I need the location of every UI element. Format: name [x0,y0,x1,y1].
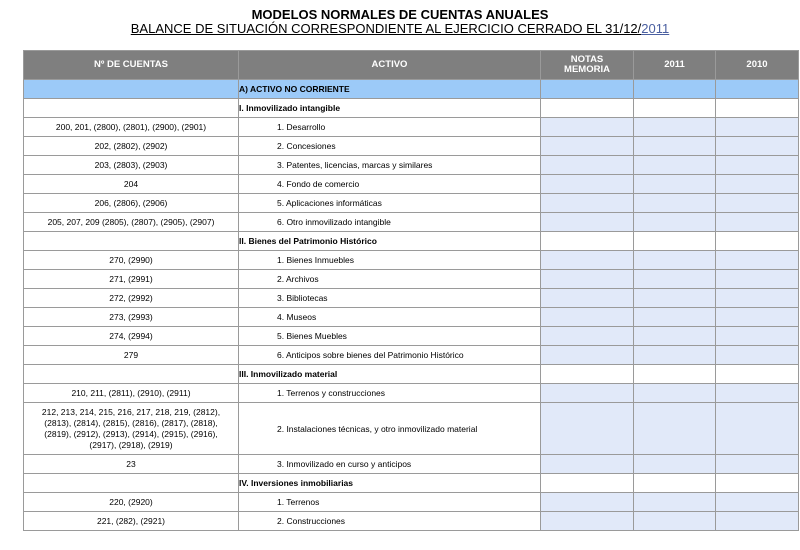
notes-cell [541,232,634,251]
col-header-asset: ACTIVO [239,51,541,80]
accounts-line: (2813), (2814), (2815), (2816), (2817), (2818), [44,417,218,428]
value-2011-input[interactable] [634,289,716,308]
value-2011-input[interactable] [634,213,716,232]
col-header-notes [541,51,634,80]
accounts-cell [24,403,239,455]
accounts-cell: 279 [24,346,239,365]
item-label: 2. Archivos [277,274,319,284]
item-label: 1. Terrenos y construcciones [277,388,386,398]
value-2010-input[interactable] [716,493,799,512]
value-2010-input[interactable] [716,175,799,194]
item-label: 4. Fondo de comercio [277,179,360,189]
item-label: 5. Aplicaciones informáticas [277,198,382,208]
item-label: 3. Patentes, licencias, marcas y similares [277,160,433,170]
table-row [24,156,799,175]
notes-input-cell[interactable] [541,175,634,194]
notes-input-cell[interactable] [541,156,634,175]
value-2011-input[interactable] [634,493,716,512]
value-2011-cell [634,365,716,384]
balance-table [23,50,799,531]
col-header-accounts: Nº DE CUENTAS [24,51,239,80]
value-2011-cell [634,80,716,99]
accounts-cell: 271, (2991) [24,270,239,289]
notes-input-cell[interactable] [541,308,634,327]
accounts-cell: 200, 201, (2800), (2801), (2900), (2901) [24,118,239,137]
item-label: 6. Anticipos sobre bienes del Patrimonio Histórico [277,350,464,360]
value-2010-input[interactable] [716,384,799,403]
value-2011-input[interactable] [634,384,716,403]
value-2010-input[interactable] [716,403,799,455]
table-row [24,175,799,194]
item-label: 3. Inmovilizado en curso y anticipos [277,459,412,469]
value-2010-input[interactable] [716,251,799,270]
table-row [24,346,799,365]
notes-input-cell[interactable] [541,213,634,232]
table-row [24,512,799,531]
item-label: 4. Museos [277,312,317,322]
accounts-cell: 274, (2994) [24,327,239,346]
value-2010-input[interactable] [716,137,799,156]
accounts-line: (2819), (2912), (2913), (2914), (2915), (2916), [44,428,218,439]
item-label: 2. Instalaciones técnicas, y otro inmovilizado material [277,423,478,434]
col-header-year-2010: 2010 [716,51,799,80]
table-row [24,289,799,308]
accounts-cell: 273, (2993) [24,308,239,327]
group-label: III. Inmovilizado material [239,365,541,384]
table-row [24,403,799,455]
accounts-cell: 206, (2806), (2906) [24,194,239,213]
table-row [24,194,799,213]
notes-input-cell[interactable] [541,493,634,512]
value-2010-input[interactable] [716,308,799,327]
value-2010-cell [716,365,799,384]
value-2010-input[interactable] [716,327,799,346]
notes-input-cell[interactable] [541,346,634,365]
accounts-cell: 202, (2802), (2902) [24,137,239,156]
item-label: 3. Bibliotecas [277,293,328,303]
notes-input-cell[interactable] [541,455,634,474]
accounts-cell: 205, 207, 209 (2805), (2807), (2905), (2907) [24,213,239,232]
table-row [24,270,799,289]
group-label: I. Inmovilizado intangible [239,99,541,118]
notes-input-cell[interactable] [541,512,634,531]
accounts-cell: 210, 211, (2811), (2910), (2911) [24,384,239,403]
value-2011-cell [634,99,716,118]
notes-line2: MEMORIA [564,64,610,75]
table-row [24,99,799,118]
value-2011-input[interactable] [634,346,716,365]
table-row [24,474,799,493]
table-row [24,232,799,251]
notes-input-cell[interactable] [541,403,634,455]
value-2010-cell [716,99,799,118]
value-2011-input[interactable] [634,175,716,194]
group-label: IV. Inversiones inmobiliarias [239,474,541,493]
table-row [24,137,799,156]
value-2010-input[interactable] [716,512,799,531]
table-row [24,365,799,384]
value-2011-input[interactable] [634,156,716,175]
accounts-line: (2917), (2918), (2919) [89,439,173,450]
subtitle-text: BALANCE DE SITUACIÓN CORRESPONDIENTE AL EJERCICIO CERRADO EL 31/12/ [130,21,642,36]
subtitle-year: 2011 [641,21,670,36]
value-2011-input[interactable] [634,251,716,270]
accounts-cell: 270, (2990) [24,251,239,270]
col-header-year-2011: 2011 [634,51,716,80]
value-2011-input[interactable] [634,118,716,137]
table-row [24,251,799,270]
value-2010-input[interactable] [716,213,799,232]
item-label: 1. Terrenos [277,497,320,507]
notes-input-cell[interactable] [541,118,634,137]
accounts-cell [24,80,239,99]
accounts-cell: 272, (2992) [24,289,239,308]
section-label: A) ACTIVO NO CORRIENTE [239,80,541,99]
value-2011-cell [634,474,716,493]
notes-cell [541,365,634,384]
value-2010-input[interactable] [716,118,799,137]
value-2011-input[interactable] [634,270,716,289]
accounts-cell [24,232,239,251]
notes-input-cell[interactable] [541,327,634,346]
item-label: 5. Bienes Muebles [277,331,347,341]
value-2010-input[interactable] [716,270,799,289]
notes-input-cell[interactable] [541,289,634,308]
accounts-cell: 204 [24,175,239,194]
table-row [24,493,799,512]
accounts-cell: 220, (2920) [24,493,239,512]
accounts-cell: 23 [24,455,239,474]
value-2011-input[interactable] [634,512,716,531]
notes-cell [541,80,634,99]
value-2010-cell [716,80,799,99]
value-2010-input[interactable] [716,289,799,308]
value-2011-input[interactable] [634,455,716,474]
report-subtitle [0,21,800,36]
item-label: 1. Desarrollo [277,122,326,132]
item-label: 6. Otro inmovilizado intangible [277,217,391,227]
accounts-cell: 203, (2803), (2903) [24,156,239,175]
notes-cell [541,99,634,118]
table-row [24,213,799,232]
value-2011-input[interactable] [634,137,716,156]
value-2010-cell [716,232,799,251]
accounts-cell: 221, (282), (2921) [24,512,239,531]
table-row [24,455,799,474]
notes-input-cell[interactable] [541,194,634,213]
notes-input-cell[interactable] [541,251,634,270]
item-label: 2. Concesiones [277,141,336,151]
table-row [24,308,799,327]
accounts-cell [24,99,239,118]
value-2011-input[interactable] [634,308,716,327]
table-row [24,80,799,99]
table-row [24,327,799,346]
item-label: 2. Construcciones [277,516,346,526]
table-row [24,384,799,403]
value-2011-input[interactable] [634,194,716,213]
accounts-cell [24,474,239,493]
notes-cell [541,474,634,493]
value-2010-cell [716,474,799,493]
value-2011-input[interactable] [634,327,716,346]
notes-line1: NOTAS [570,54,604,65]
value-2010-input[interactable] [716,346,799,365]
accounts-line: 212, 213, 214, 215, 216, 217, 218, 219, (2812), [41,406,221,417]
accounts-cell [24,365,239,384]
value-2010-input[interactable] [716,455,799,474]
notes-input-cell[interactable] [541,384,634,403]
value-2010-input[interactable] [716,194,799,213]
table-row [24,118,799,137]
value-2010-input[interactable] [716,156,799,175]
table-header-row [24,51,799,80]
group-label: II. Bienes del Patrimonio Histórico [239,232,541,251]
notes-input-cell[interactable] [541,270,634,289]
notes-input-cell[interactable] [541,137,634,156]
value-2011-input[interactable] [634,403,716,455]
item-label: 1. Bienes Inmuebles [277,255,355,265]
report-title: MODELOS NORMALES DE CUENTAS ANUALES [251,7,549,22]
value-2011-cell [634,232,716,251]
